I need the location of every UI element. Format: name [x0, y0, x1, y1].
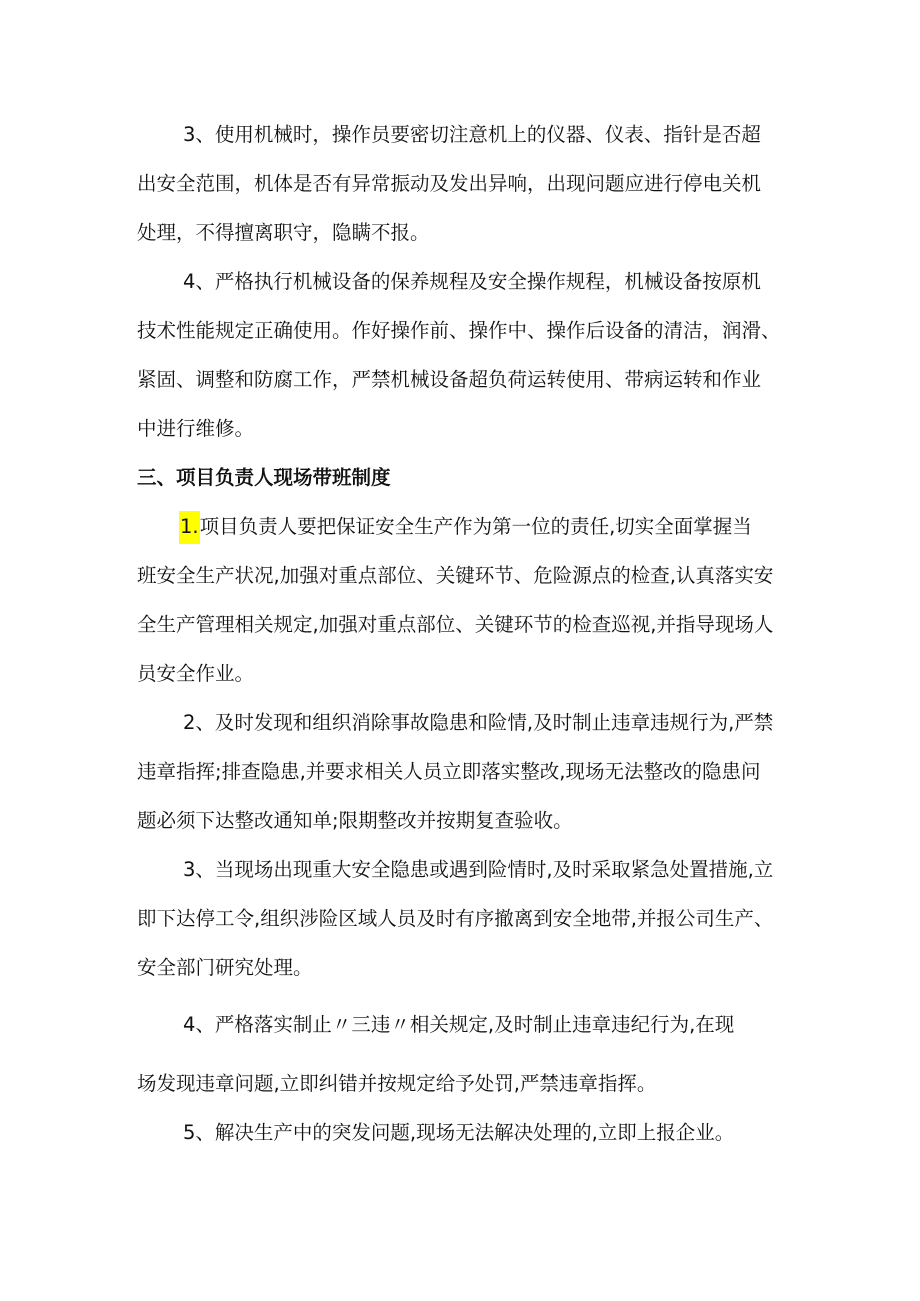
item-4-line-1: 4、严格落实制止〃三违〃相关规定,及时制止违章违纪行为,在现: [183, 1013, 735, 1036]
para-3-line-3: 处理，不得擅离职守，隐瞒不报。: [137, 221, 430, 244]
item-2-line-1: 2、及时发现和组织消除事故隐患和险情,及时制止违章违规行为,严禁: [183, 711, 774, 734]
item-2-line-3: 题必须下达整改通知单;限期整改并按期复查验收。: [137, 809, 573, 832]
item-1-line-1: [179, 513, 752, 541]
item-4-line-2: 场发现违章问题,立即纠错并按规定给予处罚,严禁违章指挥。: [137, 1072, 657, 1095]
para-4-line-1: 4、严格执行机械设备的保养规程及安全操作规程，机械设备按原机: [183, 270, 761, 293]
item-2-line-2: 违章指挥;排查隐患,并要求相关人员立即落实整改,现场无法整改的隐患问: [137, 760, 761, 783]
item-1-line-3: 全生产管理相关规定,加强对重点部位、关键环节的检查巡视,并指导现场人: [137, 613, 774, 636]
item-1-line-4: 员安全作业。: [137, 662, 255, 685]
item-5-line-1: 5、解决生产中的突发问题,现场无法解决处理的,立即上报企业。: [183, 1121, 735, 1144]
section-heading: 三、项目负责人现场带班制度: [137, 466, 391, 489]
para-4-line-4: 中进行维修。: [137, 417, 255, 440]
item-3-line-1: 3、当现场出现重大安全隐患或遇到险情时,及时采取紧急处置措施,立: [183, 858, 774, 881]
item-1-line-2: 班安全生产状况,加强对重点部位、关键环节、危险源点的检查,认真落实安: [137, 564, 774, 587]
para-4-line-2: 技术性能规定正确使用。作好操作前、操作中、操作后设备的清洁，润滑、: [137, 319, 781, 342]
item-1-line-1-text: 项目负责人要把保证安全生产作为第一位的责任,切实全面掌握当: [199, 515, 752, 538]
item-3-line-3: 安全部门研究处理。: [137, 956, 313, 979]
para-4-line-3: 紧固、调整和防腐工作，严禁机械设备超负荷运转使用、带病运转和作业: [137, 368, 762, 391]
item-3-line-2: 即下达停工令,组织涉险区域人员及时有序撤离到安全地带,并报公司生产、: [137, 907, 774, 930]
para-3-line-2: 出安全范围，机体是否有异常振动及发出异响，出现问题应进行停电关机: [137, 172, 762, 195]
para-3-line-1: 3、使用机械时，操作员要密切注意机上的仪器、仪表、指针是否超: [183, 123, 761, 146]
highlighted-item-marker: 1.: [179, 511, 200, 544]
